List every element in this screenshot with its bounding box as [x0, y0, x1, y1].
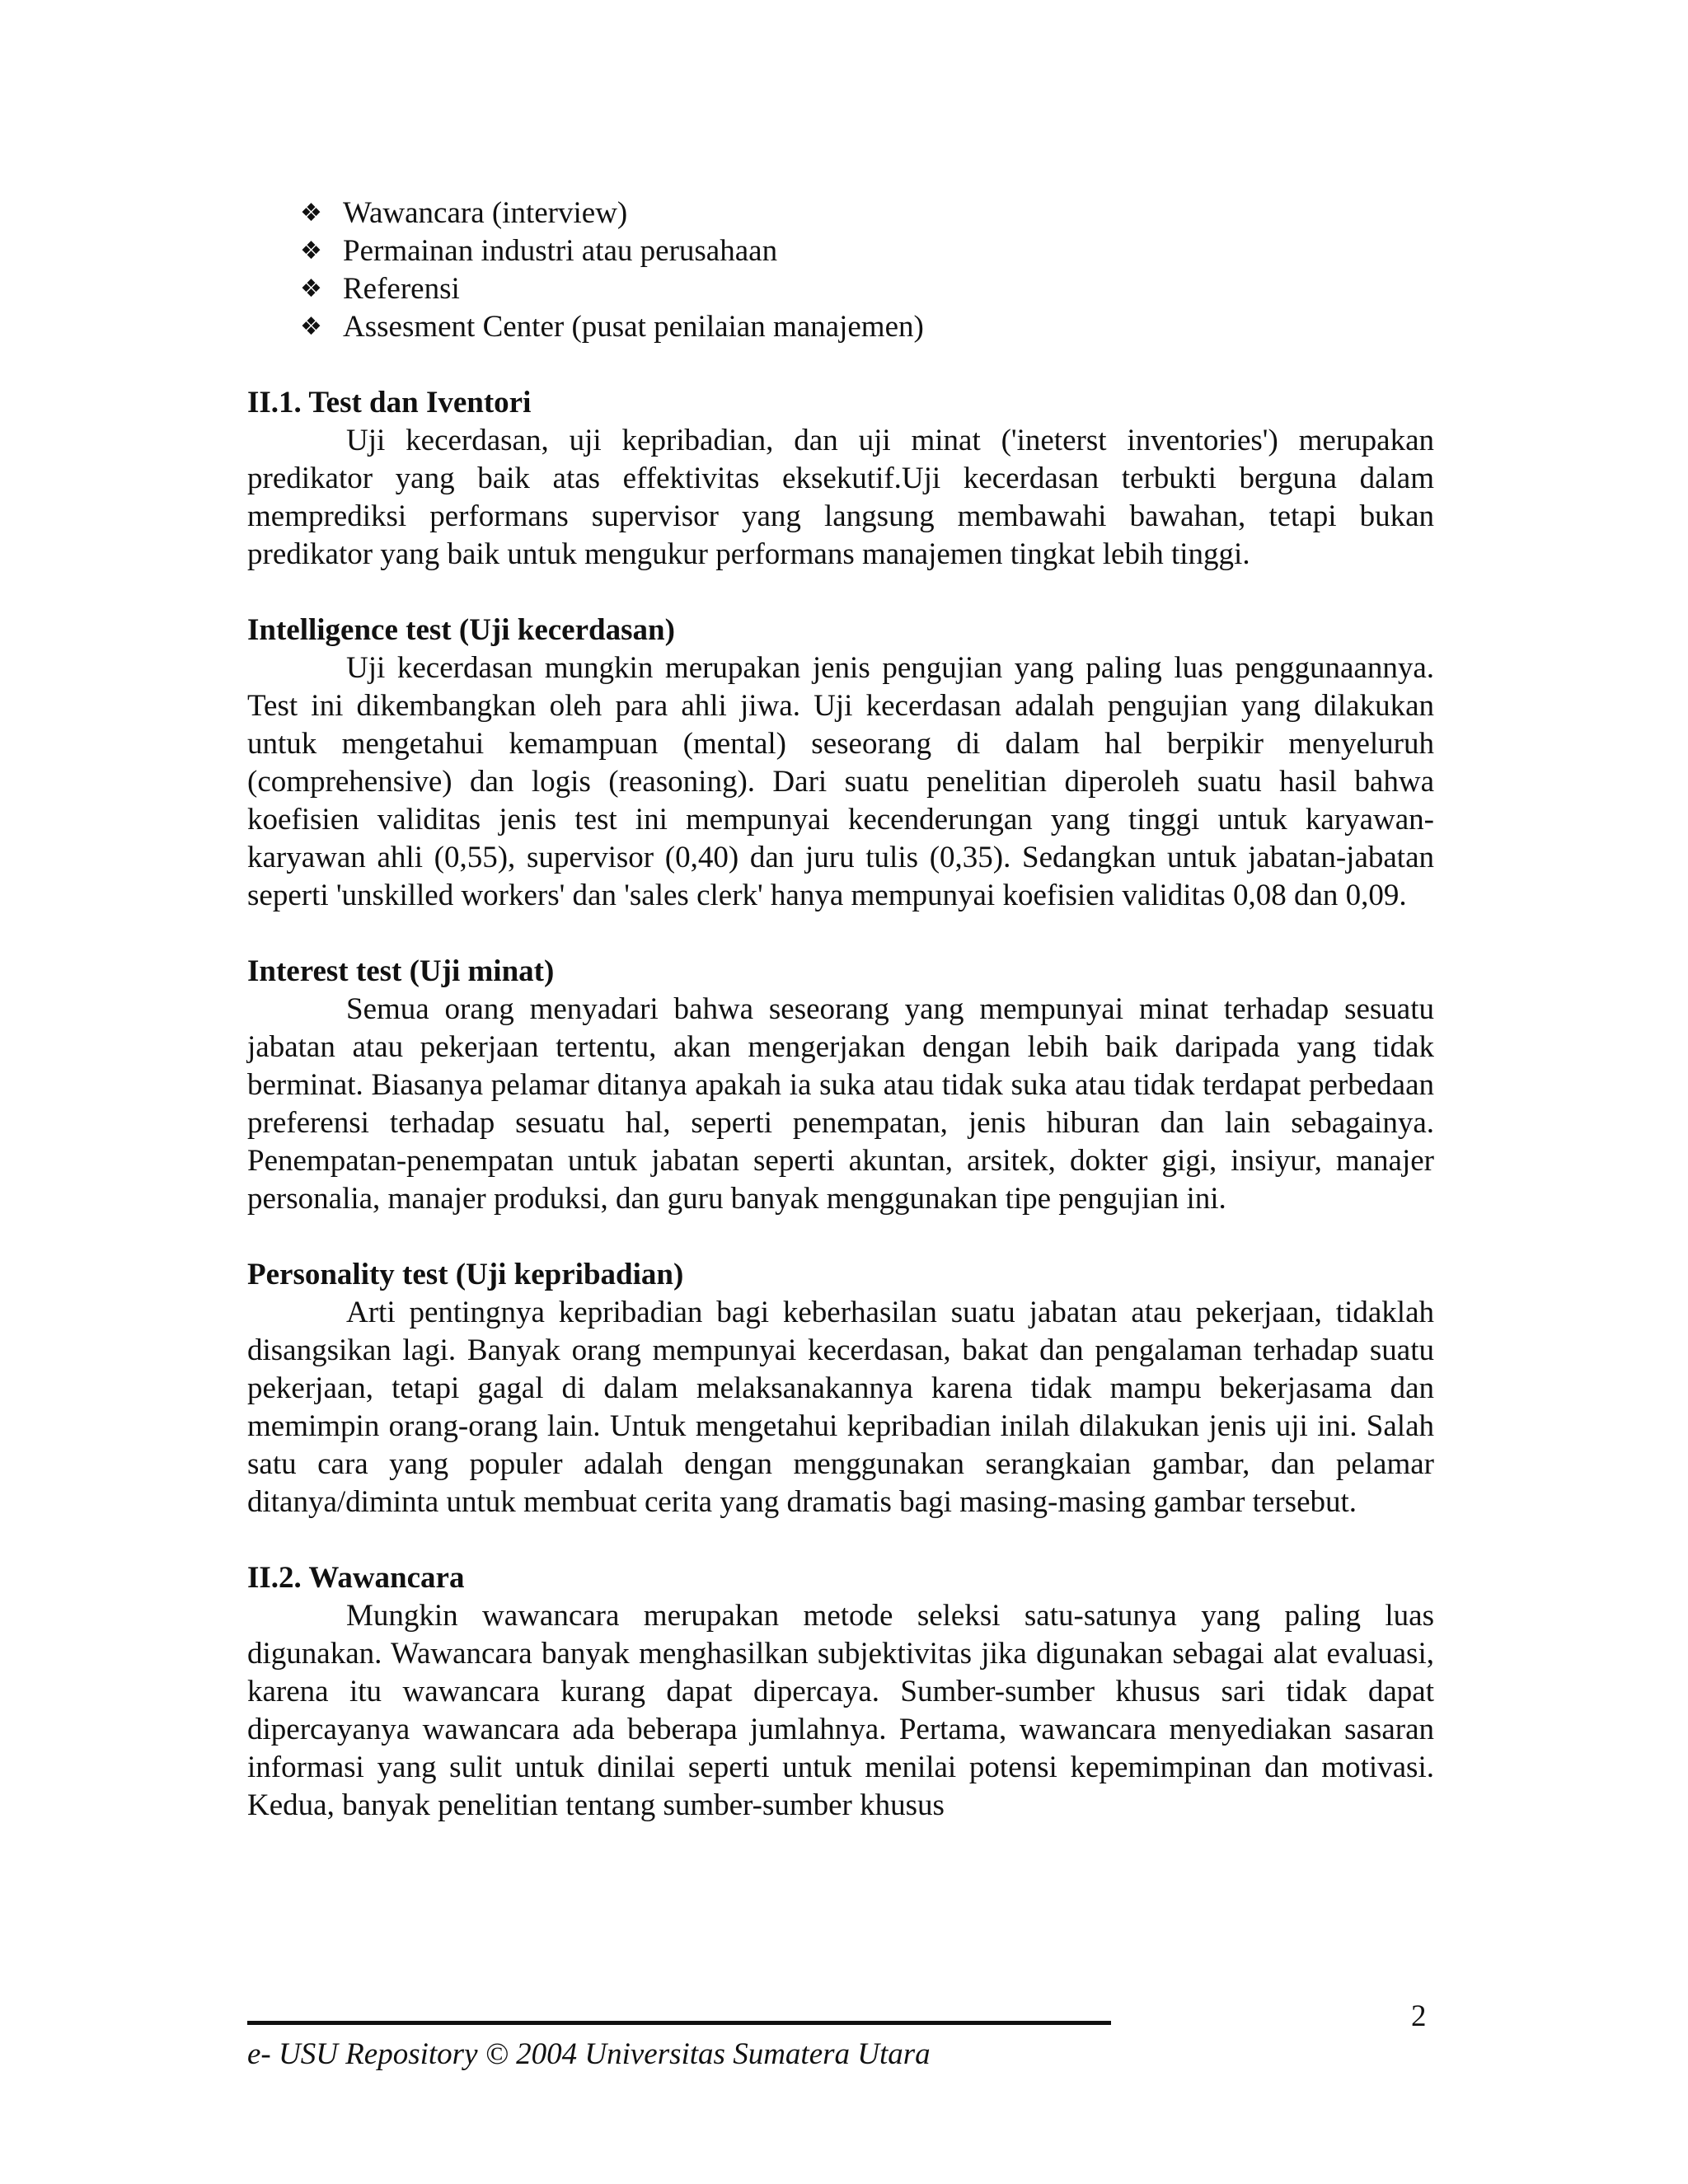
section-personality-test — [247, 1256, 1434, 1521]
section-heading: II.1. Test dan Iventori — [247, 386, 532, 419]
page-number: 2 — [1411, 1999, 1427, 2033]
section-test-dan-iventori — [247, 384, 1434, 574]
list-item-text: Permainan industri atau perusahaan — [343, 234, 778, 268]
diamond-star-icon: ❖ — [300, 237, 322, 265]
section-heading: Intelligence test (Uji kecerdasan) — [247, 613, 675, 647]
section-paragraph: Mungkin wawancara merupakan metode seleksi satu-satunya yang paling luas digunakan. Wawancara banyak menghasilkan subjektivitas jika digunakan sebagai alat evaluasi, karena itu wawancara kurang dapat dipercaya. Sumber-sumber khusus sari tidak dapat dipercayanya wawancara ada beberapa jumlahnya. Pertama, wawancara menyediakan sasaran informasi yang sulit untuk dinilai seperti untuk menilai potensi kepemimpinan dan motivasi. Kedua, banyak penelitian tentang sumber-sumber khusus — [247, 1599, 1434, 1822]
section-interest-test — [247, 953, 1434, 1218]
list-item — [300, 270, 1434, 308]
footer-divider — [247, 2021, 1111, 2025]
diamond-star-icon: ❖ — [300, 274, 322, 303]
section-intelligence-test — [247, 612, 1434, 915]
section-heading: Personality test (Uji kepribadian) — [247, 1258, 684, 1291]
section-paragraph: Uji kecerdasan, uji kepribadian, dan uji minat ('ineterst inventories') merupakan predikator yang baik atas effektivitas eksekutif.Uji kecerdasan terbukti berguna dalam memprediksi performans supervisor yang langsung membawahi bawahan, tetapi bukan predikator yang baik untuk mengukur performans manajemen tingkat lebih tinggi. — [247, 424, 1434, 571]
section-heading: Interest test (Uji minat) — [247, 954, 555, 988]
list-item-text: Wawancara (interview) — [343, 196, 628, 230]
list-item — [300, 308, 1434, 346]
section-paragraph: Semua orang menyadari bahwa seseorang yang mempunyai minat terhadap sesuatu jabatan atau pekerjaan tertentu, akan mengerjakan dengan lebih baik daripada yang tidak berminat. Biasanya pelamar ditanya apakah ia suka atau tidak suka atau tidak terdapat perbedaan preferensi terhadap sesuatu hal, seperti penempatan, jenis hiburan dan lain sebagainya. Penempatan-penempatan untuk jabatan seperti akuntan, arsitek, dokter gigi, insiyur, manajer personalia, manajer produksi, dan guru banyak menggunakan tipe pengujian ini. — [247, 992, 1434, 1216]
footer-repository-text: e- USU Repository © 2004 Universitas Sumatera Utara — [247, 2037, 931, 2071]
section-heading: II.2. Wawancara — [247, 1561, 465, 1595]
bullet-list — [247, 194, 1434, 346]
list-item-text: Referensi — [343, 272, 460, 306]
diamond-star-icon: ❖ — [300, 199, 322, 227]
diamond-star-icon: ❖ — [300, 312, 322, 341]
list-item-text: Assesment Center (pusat penilaian manajemen) — [343, 310, 924, 344]
list-item — [300, 232, 1434, 270]
document-page — [247, 194, 1434, 1825]
list-item — [300, 194, 1434, 232]
section-paragraph: Arti pentingnya kepribadian bagi keberhasilan suatu jabatan atau pekerjaan, tidaklah disangsikan lagi. Banyak orang mempunyai kecerdasan, bakat dan pengalaman terhadap suatu pekerjaan, tetapi gagal di dalam melaksanakannya karena tidak mampu bekerjasama dan memimpin orang-orang lain. Untuk mengetahui kepribadian inilah dilakukan jenis uji ini. Salah satu cara yang populer adalah dengan menggunakan serangkaian gambar, dan pelamar ditanya/diminta untuk membuat cerita yang dramatis bagi masing-masing gambar tersebut. — [247, 1296, 1434, 1519]
section-wawancara — [247, 1559, 1434, 1825]
section-paragraph: Uji kecerdasan mungkin merupakan jenis pengujian yang paling luas penggunaannya. Test ini dikembangkan oleh para ahli jiwa. Uji kecerdasan adalah pengujian yang dilakukan untuk mengetahui kemampuan (mental) seseorang di dalam hal berpikir menyeluruh (comprehensive) dan logis (reasoning). Dari suatu penelitian diperoleh suatu hasil bahwa koefisien validitas jenis test ini mempunyai kecenderungan yang tinggi untuk karyawan-karyawan ahli (0,55), supervisor (0,40) dan juru tulis (0,35). Sedangkan untuk jabatan-jabatan seperti 'unskilled workers' dan 'sales clerk' hanya mempunyai koefisien validitas 0,08 dan 0,09. — [247, 651, 1434, 912]
